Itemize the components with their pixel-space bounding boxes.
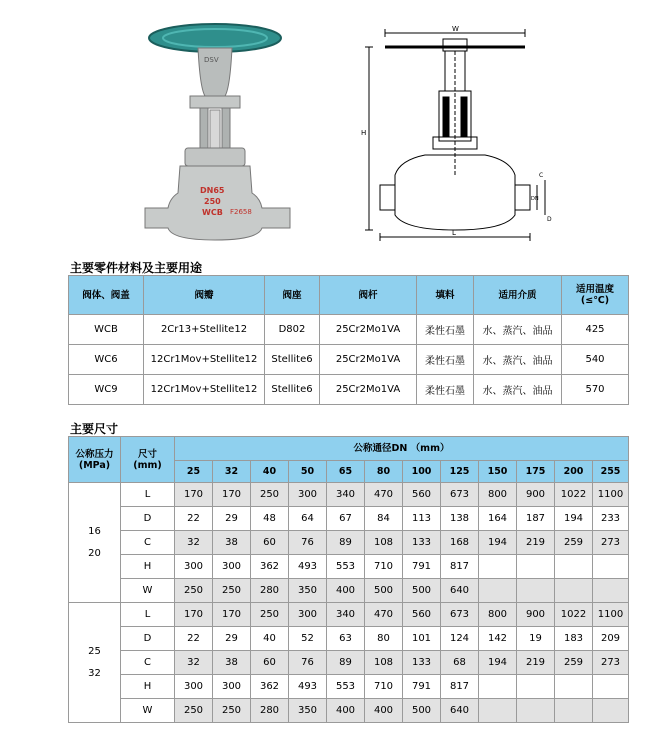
dimension-value: 250 bbox=[175, 579, 213, 603]
dimension-value: 1022 bbox=[555, 483, 593, 507]
dimension-value: 170 bbox=[175, 603, 213, 627]
dimension-value bbox=[479, 579, 517, 603]
dimension-value: 60 bbox=[251, 531, 289, 555]
dimension-value: 791 bbox=[403, 555, 441, 579]
pressure-value: 25 bbox=[88, 645, 101, 657]
size-header-label: 尺寸 bbox=[137, 448, 157, 460]
dimension-value: 340 bbox=[327, 483, 365, 507]
dimension-value bbox=[517, 699, 555, 723]
dimension-value: 168 bbox=[441, 531, 479, 555]
dimension-value: 170 bbox=[213, 483, 251, 507]
dimension-value bbox=[479, 699, 517, 723]
dimension-value: 68 bbox=[441, 651, 479, 675]
photo-mark-pressure: 250 bbox=[204, 197, 221, 206]
dimension-value: 470 bbox=[365, 603, 403, 627]
dimension-value: 67 bbox=[327, 507, 365, 531]
dimension-row bbox=[69, 507, 629, 531]
materials-cell: 12Cr1Mov+Stellite12 bbox=[144, 345, 265, 375]
dimension-value: 84 bbox=[365, 507, 403, 531]
dimension-label: H bbox=[121, 555, 175, 579]
dimension-value: 1100 bbox=[593, 603, 629, 627]
dimension-value: 38 bbox=[213, 531, 251, 555]
dimension-value: 233 bbox=[593, 507, 629, 531]
dimension-value: 250 bbox=[251, 483, 289, 507]
dn-header-cell: 32 bbox=[213, 461, 251, 483]
dimension-value: 52 bbox=[289, 627, 327, 651]
dimension-value bbox=[517, 579, 555, 603]
dn-header-cell: 255 bbox=[593, 461, 629, 483]
dimension-value: 250 bbox=[213, 699, 251, 723]
photo-mark-material: WCB bbox=[202, 208, 223, 217]
materials-header-temp-unit: (≤℃) bbox=[580, 295, 610, 306]
dimension-value: 108 bbox=[365, 531, 403, 555]
valve-photo bbox=[140, 18, 310, 243]
drawing-label-c: C bbox=[539, 172, 544, 179]
dimension-value: 89 bbox=[327, 531, 365, 555]
dimension-row bbox=[69, 555, 629, 579]
dimension-value: 400 bbox=[327, 579, 365, 603]
dn-header-cell: 125 bbox=[441, 461, 479, 483]
dimension-value: 400 bbox=[327, 699, 365, 723]
pressure-cell bbox=[69, 603, 121, 723]
dimension-value: 470 bbox=[365, 483, 403, 507]
pressure-header-unit: (MPa) bbox=[78, 459, 111, 471]
dimension-value: 250 bbox=[251, 603, 289, 627]
materials-cell: 2Cr13+Stellite12 bbox=[144, 315, 265, 345]
materials-cell: 柔性石墨 bbox=[417, 375, 474, 405]
drawing-label-l: L bbox=[452, 229, 456, 237]
dimension-label: C bbox=[121, 651, 175, 675]
dimension-value bbox=[555, 555, 593, 579]
dimension-value: 800 bbox=[479, 603, 517, 627]
materials-header-temp bbox=[562, 276, 629, 315]
dimension-value: 194 bbox=[555, 507, 593, 531]
dimension-value: 124 bbox=[441, 627, 479, 651]
dimension-value: 76 bbox=[289, 651, 327, 675]
dimension-row bbox=[69, 579, 629, 603]
dimension-value: 340 bbox=[327, 603, 365, 627]
materials-cell: WC9 bbox=[69, 375, 144, 405]
dimension-value: 350 bbox=[289, 699, 327, 723]
dimension-value: 1100 bbox=[593, 483, 629, 507]
dimension-value: 32 bbox=[175, 651, 213, 675]
dimension-value: 170 bbox=[213, 603, 251, 627]
dn-header-cell: 200 bbox=[555, 461, 593, 483]
materials-row bbox=[69, 375, 629, 405]
dimension-value: 300 bbox=[175, 555, 213, 579]
dimension-value: 259 bbox=[555, 531, 593, 555]
dimension-value bbox=[555, 699, 593, 723]
dimension-value: 553 bbox=[327, 555, 365, 579]
dimension-value: 300 bbox=[289, 603, 327, 627]
dimension-value: 29 bbox=[213, 507, 251, 531]
size-header-unit: (mm) bbox=[133, 459, 162, 471]
dimension-row bbox=[69, 483, 629, 507]
dimension-value: 400 bbox=[365, 699, 403, 723]
materials-table bbox=[68, 275, 629, 405]
pressure-cell bbox=[69, 483, 121, 603]
dimension-value bbox=[555, 579, 593, 603]
dimension-value: 553 bbox=[327, 675, 365, 699]
dimensions-table bbox=[68, 436, 629, 723]
drawing-label-w: W bbox=[452, 25, 459, 33]
dimension-value: 170 bbox=[175, 483, 213, 507]
dn-header-cell: 175 bbox=[517, 461, 555, 483]
dimension-value: 113 bbox=[403, 507, 441, 531]
dimension-value: 38 bbox=[213, 651, 251, 675]
dimension-label: W bbox=[121, 579, 175, 603]
dimensions-header-size bbox=[121, 437, 175, 483]
dimension-value: 900 bbox=[517, 603, 555, 627]
photo-mark-dn: DN65 bbox=[200, 186, 225, 195]
dimension-row bbox=[69, 627, 629, 651]
dimension-value: 350 bbox=[289, 579, 327, 603]
drawing-label-d: D bbox=[547, 216, 552, 223]
dimension-value: 250 bbox=[175, 699, 213, 723]
materials-cell: 水、蒸汽、油品 bbox=[474, 345, 562, 375]
dimension-value: 273 bbox=[593, 651, 629, 675]
dimensions-header-dn: 公称通径DN （mm） bbox=[175, 437, 629, 461]
dimension-row bbox=[69, 651, 629, 675]
materials-header-seat: 阀座 bbox=[265, 276, 320, 315]
dimension-value: 640 bbox=[441, 579, 479, 603]
dimension-value: 32 bbox=[175, 531, 213, 555]
dimension-value: 80 bbox=[365, 627, 403, 651]
dimension-value: 48 bbox=[251, 507, 289, 531]
materials-header-disc: 阀瓣 bbox=[144, 276, 265, 315]
dimension-value bbox=[479, 675, 517, 699]
materials-row bbox=[69, 315, 629, 345]
dimension-value: 500 bbox=[403, 699, 441, 723]
pressure-value: 16 bbox=[88, 525, 101, 537]
dimension-value: 219 bbox=[517, 531, 555, 555]
dimension-value: 800 bbox=[479, 483, 517, 507]
dimension-value: 560 bbox=[403, 603, 441, 627]
dimension-value: 138 bbox=[441, 507, 479, 531]
dimension-value: 493 bbox=[289, 675, 327, 699]
dimension-value bbox=[593, 579, 629, 603]
drawing-label-dn: DN bbox=[531, 196, 539, 202]
materials-cell: 水、蒸汽、油品 bbox=[474, 375, 562, 405]
materials-cell: 540 bbox=[562, 345, 629, 375]
dimension-value: 362 bbox=[251, 675, 289, 699]
dimension-value: 29 bbox=[213, 627, 251, 651]
dimension-value: 64 bbox=[289, 507, 327, 531]
dimension-row bbox=[69, 531, 629, 555]
pressure-header-label: 公称压力 bbox=[75, 448, 114, 460]
dimension-value: 500 bbox=[365, 579, 403, 603]
materials-cell: WC6 bbox=[69, 345, 144, 375]
dimension-value: 300 bbox=[213, 555, 251, 579]
materials-header-packing: 填料 bbox=[417, 276, 474, 315]
dimension-value: 560 bbox=[403, 483, 441, 507]
materials-cell: Stellite6 bbox=[265, 345, 320, 375]
dimension-value: 22 bbox=[175, 627, 213, 651]
materials-cell: 柔性石墨 bbox=[417, 345, 474, 375]
dimension-value: 219 bbox=[517, 651, 555, 675]
materials-cell: 25Cr2Mo1VA bbox=[320, 375, 417, 405]
dimensions-header-pressure bbox=[69, 437, 121, 483]
materials-title: 主要零件材料及主要用途 bbox=[70, 261, 203, 275]
materials-cell: 25Cr2Mo1VA bbox=[320, 315, 417, 345]
dimension-value: 273 bbox=[593, 531, 629, 555]
materials-header-temp-label: 适用温度 bbox=[575, 284, 614, 295]
dimension-value: 89 bbox=[327, 651, 365, 675]
materials-cell: 水、蒸汽、油品 bbox=[474, 315, 562, 345]
drawing-label-h: H bbox=[361, 129, 367, 137]
materials-cell: 12Cr1Mov+Stellite12 bbox=[144, 375, 265, 405]
dimension-value bbox=[517, 555, 555, 579]
dimension-value: 19 bbox=[517, 627, 555, 651]
dimension-value: 76 bbox=[289, 531, 327, 555]
dimensions-title: 主要尺寸 bbox=[70, 422, 119, 436]
materials-row bbox=[69, 345, 629, 375]
materials-cell: D802 bbox=[265, 315, 320, 345]
dimension-value bbox=[517, 675, 555, 699]
dimension-value: 673 bbox=[441, 483, 479, 507]
dimension-value: 187 bbox=[517, 507, 555, 531]
dimension-value: 209 bbox=[593, 627, 629, 651]
dimension-value: 164 bbox=[479, 507, 517, 531]
dimension-value: 280 bbox=[251, 579, 289, 603]
dimension-value bbox=[593, 555, 629, 579]
dn-header-cell: 80 bbox=[365, 461, 403, 483]
dimension-label: C bbox=[121, 531, 175, 555]
dimension-label: D bbox=[121, 507, 175, 531]
dimension-row bbox=[69, 603, 629, 627]
dn-header-cell: 40 bbox=[251, 461, 289, 483]
dimension-value: 250 bbox=[213, 579, 251, 603]
dimension-value: 300 bbox=[175, 675, 213, 699]
dimension-value: 500 bbox=[403, 579, 441, 603]
dimension-value: 280 bbox=[251, 699, 289, 723]
dimension-value: 900 bbox=[517, 483, 555, 507]
materials-cell: WCB bbox=[69, 315, 144, 345]
dimension-row bbox=[69, 675, 629, 699]
dimension-value: 63 bbox=[327, 627, 365, 651]
dimension-label: L bbox=[121, 603, 175, 627]
dimension-label: D bbox=[121, 627, 175, 651]
photo-mark-serial: F2658 bbox=[230, 208, 252, 216]
dimension-value: 60 bbox=[251, 651, 289, 675]
dimension-value bbox=[479, 555, 517, 579]
dimension-value bbox=[593, 699, 629, 723]
valve-drawing bbox=[355, 25, 555, 245]
dimension-value: 183 bbox=[555, 627, 593, 651]
dimension-value: 101 bbox=[403, 627, 441, 651]
materials-cell: 25Cr2Mo1VA bbox=[320, 345, 417, 375]
materials-header-stem: 阀杆 bbox=[320, 276, 417, 315]
dimension-value: 194 bbox=[479, 531, 517, 555]
materials-cell: 570 bbox=[562, 375, 629, 405]
pressure-value: 32 bbox=[88, 667, 101, 679]
materials-cell: 柔性石墨 bbox=[417, 315, 474, 345]
dimension-value: 133 bbox=[403, 531, 441, 555]
dn-header-cell: 100 bbox=[403, 461, 441, 483]
dimension-value: 259 bbox=[555, 651, 593, 675]
materials-cell: 425 bbox=[562, 315, 629, 345]
materials-cell: Stellite6 bbox=[265, 375, 320, 405]
dimension-row bbox=[69, 699, 629, 723]
dimension-value: 142 bbox=[479, 627, 517, 651]
dimension-value: 300 bbox=[213, 675, 251, 699]
dimension-value: 493 bbox=[289, 555, 327, 579]
materials-header-medium: 适用介质 bbox=[474, 276, 562, 315]
dimension-value: 817 bbox=[441, 555, 479, 579]
dimension-value: 673 bbox=[441, 603, 479, 627]
dimension-value: 362 bbox=[251, 555, 289, 579]
dimension-label: H bbox=[121, 675, 175, 699]
photo-mark-dsv: DSV bbox=[204, 56, 219, 64]
dimension-value: 791 bbox=[403, 675, 441, 699]
dimension-value: 108 bbox=[365, 651, 403, 675]
dimension-value: 710 bbox=[365, 555, 403, 579]
dimension-value: 133 bbox=[403, 651, 441, 675]
dimension-value: 194 bbox=[479, 651, 517, 675]
dimension-value bbox=[555, 675, 593, 699]
dimension-value: 640 bbox=[441, 699, 479, 723]
dn-header-cell: 25 bbox=[175, 461, 213, 483]
pressure-value: 20 bbox=[88, 547, 101, 559]
dimension-value: 300 bbox=[289, 483, 327, 507]
dimension-label: W bbox=[121, 699, 175, 723]
dimension-value: 710 bbox=[365, 675, 403, 699]
dimension-value: 817 bbox=[441, 675, 479, 699]
dimension-value: 1022 bbox=[555, 603, 593, 627]
dn-header-cell: 65 bbox=[327, 461, 365, 483]
dn-header-cell: 50 bbox=[289, 461, 327, 483]
dn-header-cell: 150 bbox=[479, 461, 517, 483]
dimension-value: 40 bbox=[251, 627, 289, 651]
materials-header-body: 阀体、阀盖 bbox=[69, 276, 144, 315]
dimension-value bbox=[593, 675, 629, 699]
dimension-label: L bbox=[121, 483, 175, 507]
dimension-value: 22 bbox=[175, 507, 213, 531]
